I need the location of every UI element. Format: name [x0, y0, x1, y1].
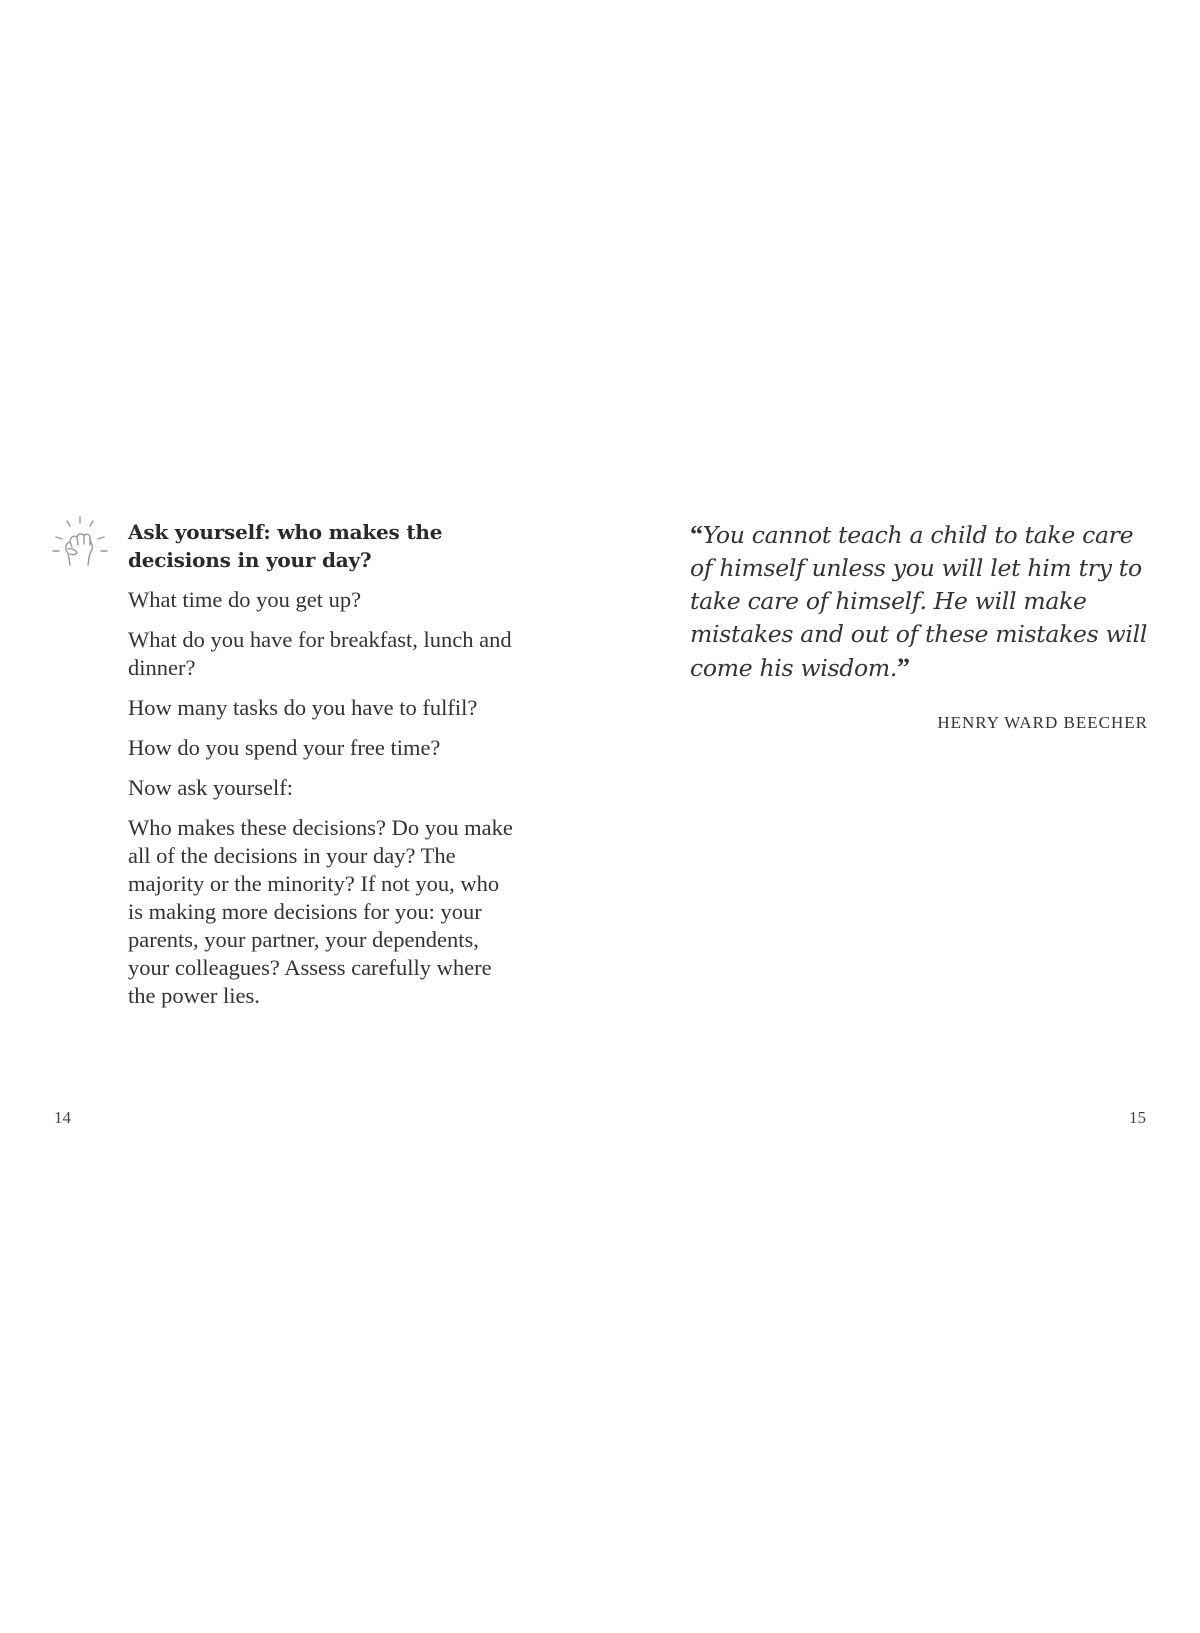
close-quote-mark: ” — [897, 653, 910, 682]
question-free-time: How do you spend your free time? — [128, 735, 441, 760]
quote-attribution: HENRY WARD BEECHER — [937, 713, 1148, 732]
open-quote-mark: “ — [690, 520, 703, 549]
quote-text: You cannot teach a child to take care of himself unless you will let him try to take care of himself. He will make mistakes and out of these mistakes will come his wisdom. — [690, 521, 1148, 682]
exercise-section — [128, 518, 518, 1022]
question-wake-time: What time do you get up? — [128, 587, 362, 612]
prompt-ask-yourself: Now ask yourself: — [128, 775, 293, 800]
raised-fist-icon — [50, 515, 110, 571]
question-tasks: How many tasks do you have to fulfil? — [128, 695, 478, 720]
exercise-heading: Ask yourself: who makes the decisions in your day? — [128, 520, 443, 572]
page-number-left: 14 — [54, 1108, 71, 1127]
right-page — [600, 0, 1200, 1633]
quote — [690, 518, 1160, 685]
decisions-paragraph: Who makes these decisions? Do you make all of the decisions in your day? The majority or the minority? If not you, who is making more decisions for you: your parents, your partner, your dependents, your colleagues? Assess carefully where the power lies. — [128, 815, 513, 1008]
question-meals: What do you have for breakfast, lunch and dinner? — [128, 627, 512, 680]
page-number-right: 15 — [1129, 1108, 1146, 1127]
